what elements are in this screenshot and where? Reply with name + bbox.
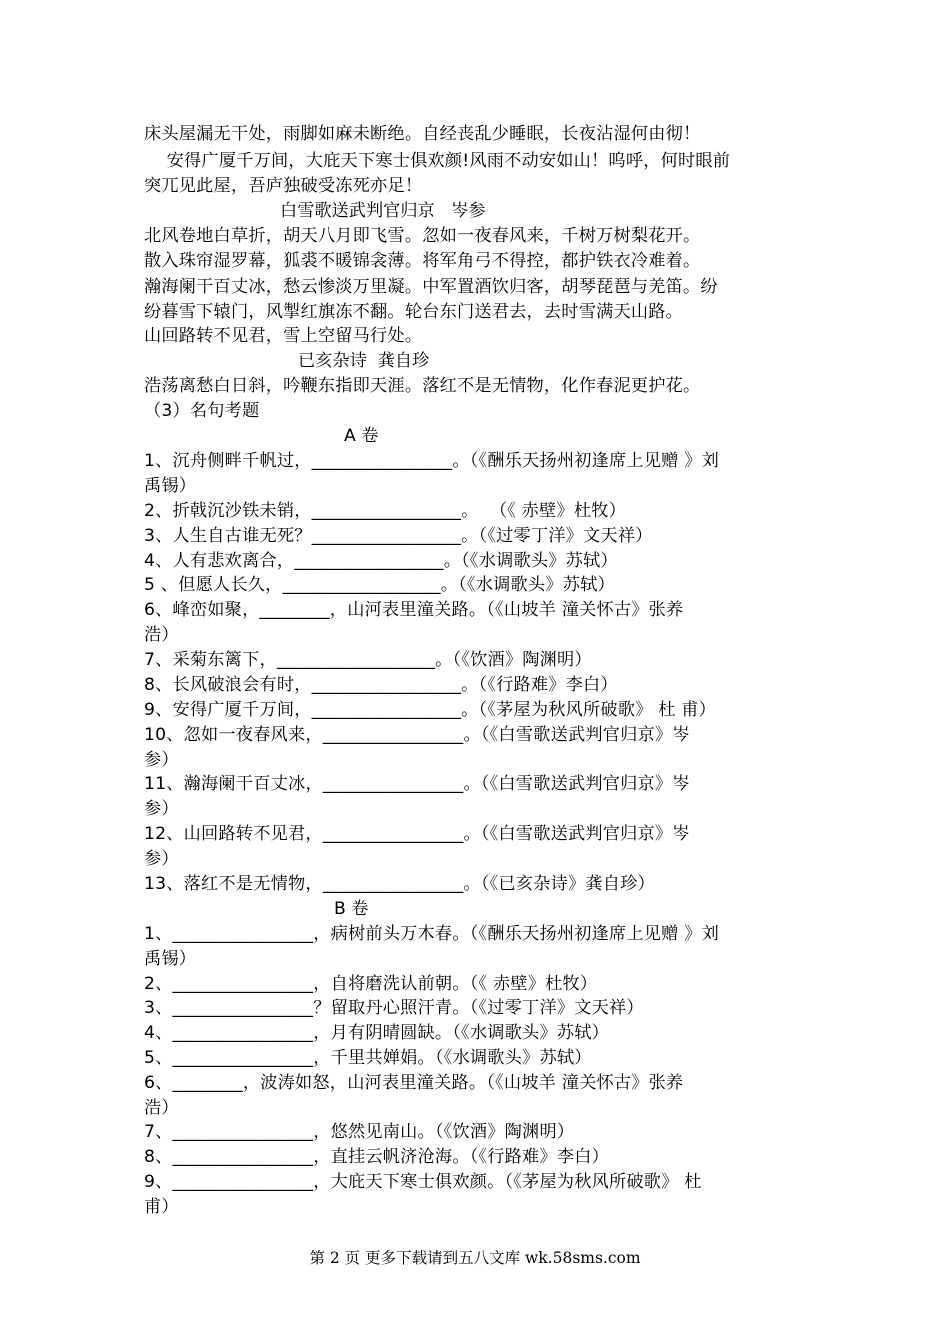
question-line: 9、安得广厦千万间，_________________。（《茅屋为秋风所破歌》 杜 甫） xyxy=(144,700,717,720)
poem-line: 北风卷地白草折，胡天八月即飞雪。忽如一夜春风来，千树万树梨花开。 xyxy=(144,226,701,246)
question-line: 甫） xyxy=(144,1197,179,1217)
question-line: 禹锡） xyxy=(144,949,197,969)
question-line: 12、山回路转不见君，________________。（《白雪歌送武判官归京》岑 xyxy=(144,824,690,844)
juan-a-label: A 卷 xyxy=(344,426,379,446)
question-line: 1、沉舟侧畔千帆过，________________。（《酬乐天扬州初逢席上见赠 》刘 xyxy=(144,451,719,471)
question-line: 3、________________？留取丹心照汗青。（《过零丁洋》文天祥） xyxy=(144,998,644,1018)
question-line: 8、________________，直挂云帆济沧海。（《行路难》李白） xyxy=(144,1147,609,1167)
question-line: 9、________________，大庇天下寒士俱欢颜。（《茅屋为秋风所破歌》 杜 xyxy=(144,1172,702,1192)
question-line: 1、________________，病树前头万木春。（《酬乐天扬州初逢席上见赠 》刘 xyxy=(144,924,719,944)
question-line: 浩） xyxy=(144,625,179,645)
question-line: 5、________________，千里共婵娟。（《水调歌头》苏轼） xyxy=(144,1048,592,1068)
poem-line: 浩荡离愁白日斜，吟鞭东指即天涯。落红不是无情物，化作春泥更护花。 xyxy=(144,376,701,396)
question-line: 11、瀚海阑干百丈冰，________________。（《白雪歌送武判官归京》岑 xyxy=(144,774,690,794)
question-line: 10、忽如一夜春风来，________________。（《白雪歌送武判官归京》岑 xyxy=(144,725,690,745)
poem-title-baixue: 白雪歌送武判官归京 岑参 xyxy=(280,201,486,221)
question-line: 13、落红不是无情物，________________。（《已亥杂诗》龚自珍） xyxy=(144,874,655,894)
poem-line: 纷暮雪下辕门，风掣红旗冻不翻。轮台东门送君去，去时雪满天山路。 xyxy=(144,302,684,322)
question-line: 6、峰峦如聚，________，山河表里潼关路。（《山坡羊 潼关怀古》张养 xyxy=(144,600,684,620)
question-line: 禹锡） xyxy=(144,476,197,496)
question-line: 4、人有悲欢离合，_________________。（《水调歌头》苏轼） xyxy=(144,551,618,571)
question-line: 3、人生自古谁无死？_________________。（《过零丁洋》文天祥） xyxy=(144,526,653,546)
poem-line: 突兀见此屋，吾庐独破受冻死亦足！ xyxy=(144,176,423,196)
question-line: 参） xyxy=(144,799,179,819)
question-line: 8、长风破浪会有时，_________________。（《行路难》李白） xyxy=(144,675,618,695)
poem-line: 散入珠帘湿罗幕，狐裘不暖锦衾薄。将军角弓不得控，都护铁衣冷难着。 xyxy=(144,251,701,271)
poem-title-jihai: 已亥杂诗 龚自珍 xyxy=(298,351,430,371)
question-line: 7、________________，悠然见南山。（《饮酒》陶渊明） xyxy=(144,1122,575,1142)
question-line: 2、________________，自将磨洗认前朝。（《 赤壁》杜牧） xyxy=(144,974,598,994)
question-line: 浩） xyxy=(144,1098,179,1118)
question-line: 2、折戟沉沙铁未销，_________________。 （《 赤壁》杜牧） xyxy=(144,501,626,521)
poem-line: 床头屋漏无干处，雨脚如麻未断绝。自经丧乱少睡眠，长夜沾湿何由彻！ xyxy=(144,124,701,144)
question-line: 参） xyxy=(144,849,179,869)
question-line: 5 、但愿人长久，__________________。（《水调歌头》苏轼） xyxy=(144,575,615,595)
question-line: 7、采菊东篱下，__________________。（《饮酒》陶渊明） xyxy=(144,650,592,670)
question-line: 参） xyxy=(144,750,179,770)
question-line: 6、________，波涛如怒，山河表里潼关路。（《山坡羊 潼关怀古》张养 xyxy=(144,1073,684,1093)
poem-line: 瀚海阑干百丈冰，愁云惨淡万里凝。中军置酒饮归客，胡琴琵琶与羌笛。纷 xyxy=(144,277,718,297)
question-line: 4、________________，月有阴晴圆缺。（《水调歌头》苏轼） xyxy=(144,1023,609,1043)
poem-line: 安得广厦千万间，大庇天下寒士俱欢颜!风雨不动安如山！呜呼，何时眼前 xyxy=(144,151,731,171)
section-heading: （3）名句考题 xyxy=(144,401,260,421)
juan-b-label: B 卷 xyxy=(334,899,369,919)
poem-line: 山回路转不见君，雪上空留马行处。 xyxy=(144,326,423,346)
page-footer: 第 2 页 更多下载请到五八文库 wk.58sms.com xyxy=(309,1249,641,1267)
